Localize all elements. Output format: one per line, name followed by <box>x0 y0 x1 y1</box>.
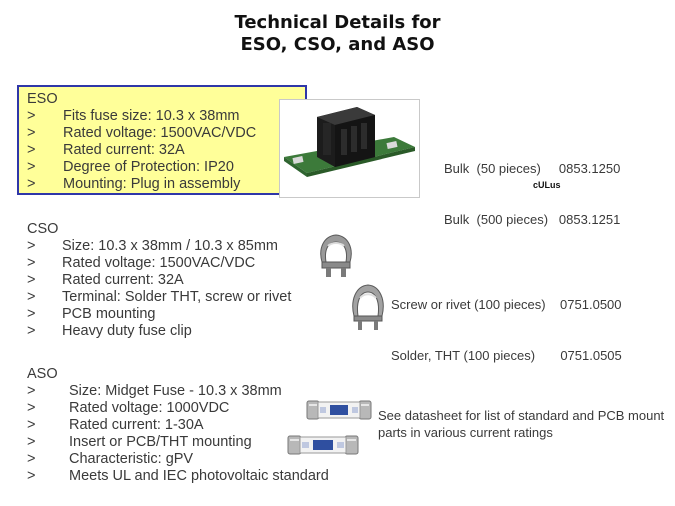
cso-order-line: Screw or rivet (100 pieces) 0751.0500 <box>391 297 622 312</box>
bullet: > <box>27 400 36 416</box>
bullet: > <box>27 468 36 484</box>
page-title <box>0 12 675 56</box>
cso-heading: CSO <box>27 221 59 237</box>
cso-item: > Rated current: 32A <box>27 272 184 288</box>
aso-datasheet-note: See datasheet for list of standard and PCB mount parts in various current ratings <box>378 408 665 440</box>
bullet: > <box>27 238 36 254</box>
bullet: > <box>27 306 36 322</box>
eso-item: > Mounting: Plug in assembly <box>27 176 241 192</box>
bullet: > <box>27 417 36 433</box>
eso-item: > Rated current: 32A <box>27 142 185 158</box>
bullet: > <box>27 434 36 450</box>
aso-item: > Meets UL and IEC photovoltaic standard <box>27 468 329 484</box>
cso-order-line: Solder, THT (100 pieces) 0751.0505 <box>391 348 622 363</box>
bullet: > <box>27 323 36 339</box>
eso-item: > Degree of Protection: IP20 <box>27 159 234 175</box>
title-line-1: Technical Details for <box>234 12 441 33</box>
bullet: > <box>27 289 36 305</box>
cso-item: > Heavy duty fuse clip <box>27 323 192 339</box>
cso-section <box>27 221 291 340</box>
cso-item: > PCB mounting <box>27 306 156 322</box>
cso-item: > Rated voltage: 1500VAC/VDC <box>27 255 256 271</box>
ul-certification-mark: cULus <box>533 180 561 190</box>
eso-product-image <box>279 99 420 198</box>
cso-item: > Terminal: Solder THT, screw or rivet <box>27 289 292 305</box>
bullet: > <box>27 142 36 158</box>
eso-order-line: Bulk (50 pieces) 0853.1250 <box>444 161 621 176</box>
bullet: > <box>27 255 36 271</box>
aso-heading: ASO <box>27 366 58 382</box>
aso-item: > Insert or PCB/THT mounting <box>27 434 252 450</box>
eso-section <box>27 91 256 193</box>
aso-item: > Size: Midget Fuse - 10.3 x 38mm <box>27 383 282 399</box>
cso-clip-image-2 <box>350 282 386 330</box>
bullet: > <box>27 108 36 124</box>
aso-item: > Rated current: 1-30A <box>27 417 204 433</box>
aso-item: > Characteristic: gPV <box>27 451 194 467</box>
bullet: > <box>27 125 36 141</box>
bullet: > <box>27 176 36 192</box>
eso-heading: ESO <box>27 91 58 107</box>
bullet: > <box>27 451 36 467</box>
cso-item: > Size: 10.3 x 38mm / 10.3 x 85mm <box>27 238 278 254</box>
aso-section <box>27 366 329 485</box>
title-line-2: ESO, CSO, and ASO <box>240 34 435 55</box>
bullet: > <box>27 383 36 399</box>
eso-item: > Rated voltage: 1500VAC/VDC <box>27 125 257 141</box>
aso-item: > Rated voltage: 1000VDC <box>27 400 230 416</box>
eso-item: > Fits fuse size: 10.3 x 38mm <box>27 108 240 124</box>
cso-ordering-info <box>391 262 622 381</box>
eso-order-line: Bulk (500 pieces) 0853.1251 <box>444 212 621 227</box>
aso-fuse-image-2 <box>287 434 359 456</box>
bullet: > <box>27 159 36 175</box>
bullet: > <box>27 272 36 288</box>
aso-fuse-image-1 <box>306 399 372 421</box>
cso-clip-image-1 <box>316 232 356 278</box>
